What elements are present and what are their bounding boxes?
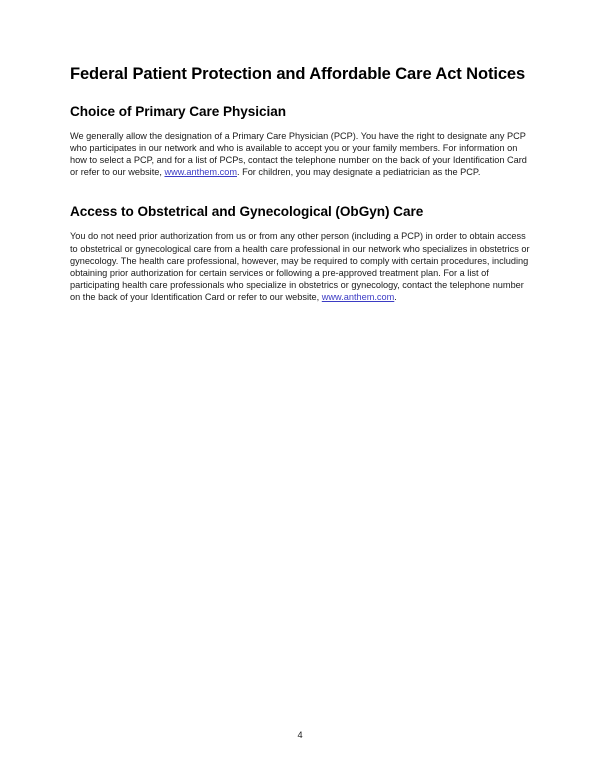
paragraph-text-part-2: . <box>394 292 397 303</box>
section-choice-of-primary-care-physician <box>70 104 531 179</box>
section-heading-access-to-obstetrical-and-gynecological-care: Access to Obstetrical and Gynecological (ObGyn) Care <box>70 204 424 220</box>
section-access-to-obstetrical-and-gynecological-care <box>70 204 531 303</box>
paragraph-text-part-1: You do not need prior authorization from us or from any other person (including a PCP) in order to obtain access to obstetrical or gynecological care from a health care professional in our network who specializes in obstetrics or gynecology. The health care professional, however, may be required to comply with certain procedures, including obtaining prior authorization for certain services or following a pre-approved treatment plan. For a list of participating health care professionals who specialize in obstetrics or gynecology, contact the telephone number on the back of your Identification Card or refer to our website, <box>70 231 530 303</box>
section-paragraph-choice-of-primary-care-physician <box>70 130 531 179</box>
anthem-website-link[interactable]: www.anthem.com <box>321 292 395 303</box>
page-title: Federal Patient Protection and Affordable Care Act Notices <box>70 65 526 83</box>
paragraph-text-part-2: . For children, you may designate a pediatrician as the PCP. <box>236 167 481 178</box>
section-paragraph-access-to-obstetrical-and-gynecological-care <box>70 230 531 303</box>
page-number: 4 <box>297 730 303 740</box>
anthem-website-link[interactable]: www.anthem.com <box>164 167 237 178</box>
section-heading-choice-of-primary-care-physician: Choice of Primary Care Physician <box>70 103 286 119</box>
document-content <box>70 64 531 304</box>
paragraph-text-part-1: We generally allow the designation of a Primary Care Physician (PCP). You have the right to designate any PCP who participates in our network and who is available to accept you or your family members. For information on how to select a PCP, and for a list of PCPs, contact the telephone number on the back of your Identification Card or refer to our website, <box>70 130 527 178</box>
